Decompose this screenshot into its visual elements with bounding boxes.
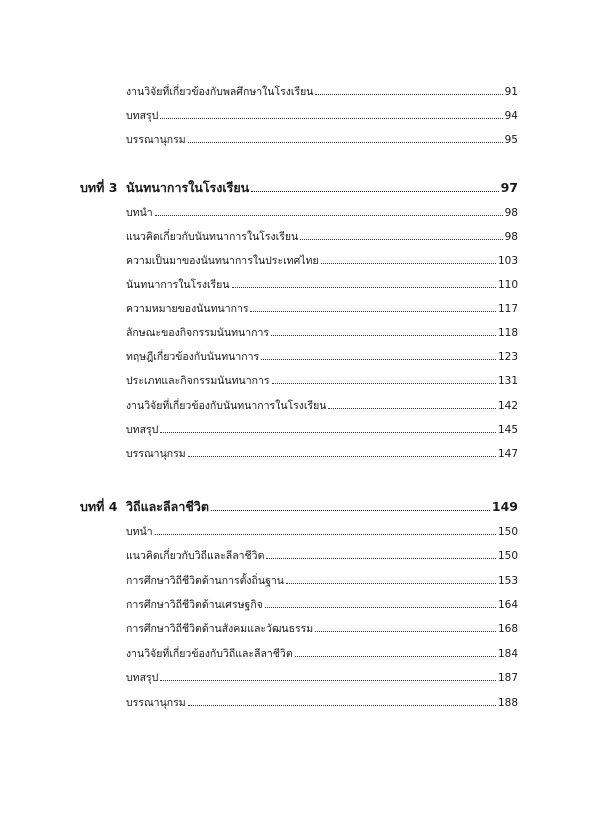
dot-leader	[160, 680, 496, 681]
chapter-title: วิถีและลีลาชีวิต	[126, 499, 209, 514]
toc-entry-title: ทฤษฎีเกี่ยวข้องกับนันทนาการ	[126, 351, 260, 363]
toc-entry[interactable]	[126, 572, 518, 588]
toc-entry[interactable]	[126, 131, 518, 147]
toc-entry[interactable]	[126, 421, 518, 437]
toc-entry-title: บรรณานุกรม	[126, 448, 186, 460]
toc-entry-title: ลักษณะของกิจกรรมนันทนาการ	[126, 327, 270, 339]
toc-entry[interactable]	[126, 252, 518, 268]
toc-entry[interactable]	[126, 596, 518, 612]
toc-entry-title: บรรณานุกรม	[126, 134, 186, 146]
toc-entry-page: 94	[504, 110, 518, 122]
dot-leader	[315, 631, 496, 632]
toc-entry-title: ความหมายของนันทนาการ	[126, 303, 249, 315]
toc-entry-title: การศึกษาวิถีชีวิตด้านสังคมและวัฒนธรรม	[126, 623, 314, 635]
dot-leader	[155, 534, 496, 535]
dot-leader	[266, 558, 496, 559]
toc-entry-page: 118	[497, 327, 518, 339]
dot-leader	[155, 215, 503, 216]
dot-leader	[315, 94, 502, 95]
toc-entry[interactable]	[126, 83, 518, 99]
toc-entry[interactable]	[126, 397, 518, 413]
toc-entry-title: ความเป็นมาของนันทนาการในประเทศไทย	[126, 255, 319, 267]
toc-entry[interactable]	[126, 324, 518, 340]
toc-entry-title: บทสรุป	[126, 424, 159, 436]
toc-entry-page: 117	[497, 303, 518, 315]
dot-leader	[328, 408, 495, 409]
dot-leader	[188, 142, 503, 143]
dot-leader	[250, 311, 495, 312]
toc-entry-page: 150	[497, 526, 518, 538]
toc-entry-page: 95	[504, 134, 518, 146]
toc-entry-title: บรรณานุกรม	[126, 697, 186, 709]
toc-entry-page: 145	[497, 424, 518, 436]
toc-entry[interactable]	[126, 107, 518, 123]
toc-entry-page: 123	[497, 351, 518, 363]
toc-entry-title: บทสรุป	[126, 110, 159, 122]
toc-entry[interactable]	[126, 694, 518, 710]
toc-entry-page: 91	[504, 86, 518, 98]
toc-entry[interactable]	[126, 669, 518, 685]
chapter-page: 149	[491, 499, 518, 514]
dot-leader	[265, 607, 496, 608]
toc-entry-title: ประเภทและกิจกรรมนันทนาการ	[126, 375, 270, 387]
dot-leader	[160, 432, 496, 433]
toc-entry-title: นันทนาการในโรงเรียน	[126, 279, 230, 291]
toc-entry[interactable]	[126, 228, 518, 244]
toc-entry-page: 184	[497, 648, 518, 660]
toc-entry-page: 150	[497, 550, 518, 562]
dot-leader	[251, 191, 498, 192]
toc-entry-page: 187	[497, 672, 518, 684]
toc-entry-title: การศึกษาวิถีชีวิตด้านการตั้งถิ่นฐาน	[126, 575, 284, 587]
chapter-title: นันทนาการในโรงเรียน	[126, 180, 250, 195]
toc-entry[interactable]	[126, 348, 518, 364]
toc-entry[interactable]	[126, 276, 518, 292]
toc-entry[interactable]	[126, 300, 518, 316]
toc-entry[interactable]	[126, 204, 518, 220]
toc-entry-title: แนวคิดเกี่ยวกับวิถีและลีลาชีวิต	[126, 550, 265, 562]
toc-entry[interactable]	[126, 645, 518, 661]
toc-entry[interactable]	[126, 372, 518, 388]
toc-entry-title: การศึกษาวิถีชีวิตด้านเศรษฐกิจ	[126, 599, 263, 611]
toc-entry-title: บทนำ	[126, 207, 153, 219]
toc-entry-title: แนวคิดเกี่ยวกับนันทนาการในโรงเรียน	[126, 231, 299, 243]
toc-entry-page: 131	[497, 375, 518, 387]
dot-leader	[211, 510, 490, 511]
toc-entry-page: 153	[497, 575, 518, 587]
dot-leader	[188, 456, 496, 457]
dot-leader	[300, 239, 502, 240]
dot-leader	[160, 118, 502, 119]
toc-entry[interactable]	[126, 547, 518, 563]
toc-entry-title: งานวิจัยที่เกี่ยวข้องกับนันทนาการในโรงเรียน	[126, 400, 327, 412]
dot-leader	[295, 656, 496, 657]
dot-leader	[232, 287, 496, 288]
chapter-heading-3[interactable]	[80, 178, 518, 196]
toc-entry-page: 142	[497, 400, 518, 412]
toc-entry[interactable]	[126, 445, 518, 461]
toc-entry-page: 188	[497, 697, 518, 709]
toc-entry-page: 164	[497, 599, 518, 611]
dot-leader	[321, 263, 496, 264]
toc-entry-page: 98	[504, 231, 518, 243]
toc-entry-title: งานวิจัยที่เกี่ยวข้องกับพลศึกษาในโรงเรียน	[126, 86, 314, 98]
chapter-heading-4[interactable]	[80, 497, 518, 515]
toc-entry[interactable]	[126, 620, 518, 636]
chapter-number: บทที่ 3	[80, 180, 118, 195]
toc-entry-title: งานวิจัยที่เกี่ยวข้องกับวิถีและลีลาชีวิต	[126, 648, 293, 660]
dot-leader	[271, 335, 496, 336]
toc-entry-page: 147	[497, 448, 518, 460]
toc-entry-title: บทสรุป	[126, 672, 159, 684]
toc-entry-title: บทนำ	[126, 526, 153, 538]
toc-entry[interactable]	[126, 523, 518, 539]
chapter-page: 97	[500, 180, 518, 195]
dot-leader	[261, 359, 496, 360]
dot-leader	[188, 705, 496, 706]
chapter-number: บทที่ 4	[80, 499, 118, 514]
toc-entry-page: 168	[497, 623, 518, 635]
toc-entry-page: 103	[497, 255, 518, 267]
toc-entry-page: 110	[497, 279, 518, 291]
toc-entry-page: 98	[504, 207, 518, 219]
dot-leader	[272, 383, 496, 384]
dot-leader	[286, 583, 496, 584]
